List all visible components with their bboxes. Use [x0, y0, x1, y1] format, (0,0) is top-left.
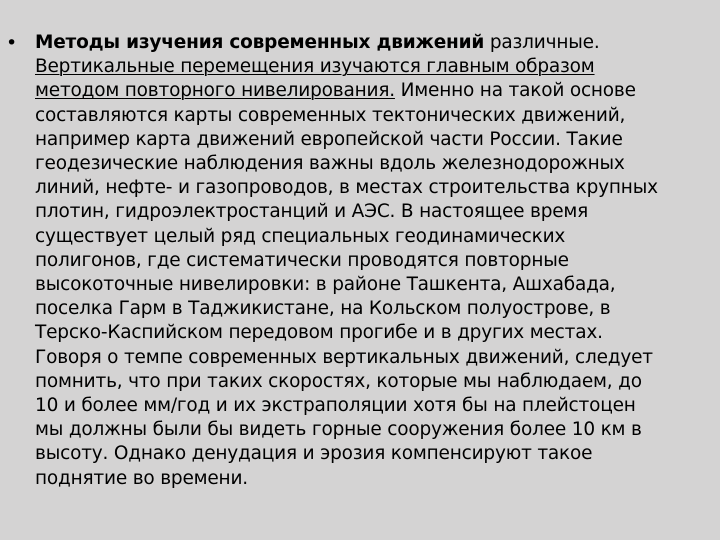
- text-line: помнить, что при таких скоростях, которые мы наблюдаем, до: [35, 370, 642, 392]
- text-line: [35, 79, 714, 103]
- heading-bold: Методы изучения современных движений: [35, 32, 485, 53]
- text-segment: Именно на такой основе: [394, 80, 636, 102]
- text-line: Терско-Каспийском передовом прогибе и в других местах.: [35, 322, 603, 344]
- underlined-text: методом повторного нивелирования.: [35, 80, 395, 102]
- text-line: существует целый ряд специальных геодинамических: [35, 225, 566, 247]
- text-line: поднятие во времени.: [35, 467, 248, 489]
- text-line: линий, нефте- и газопроводов, в местах строительства крупных: [35, 177, 658, 199]
- text-line: 10 и более мм/год и их экстраполяции хотя бы на плейстоцен: [35, 395, 636, 417]
- text-line: Говоря о темпе современных вертикальных движений, следует: [35, 346, 653, 368]
- text-line: полигонов, где систематически проводятся повторные: [35, 249, 569, 271]
- heading-rest: различные.: [484, 32, 600, 53]
- text-line: [35, 55, 714, 79]
- text-line: составляются карты современных тектонических движений,: [35, 104, 626, 126]
- text-line: высокоточные нивелировки: в районе Ташкента, Ашхабада,: [35, 274, 616, 296]
- underlined-text: Вертикальные перемещения изучаются главным образом: [35, 56, 595, 78]
- text-line: [35, 31, 714, 55]
- text-line: плотин, гидроэлектростанций и АЭС. В настоящее время: [35, 201, 589, 223]
- text-line: высоту. Однако денудация и эрозия компенсируют такое: [35, 443, 593, 465]
- bullet-text: [35, 31, 714, 491]
- text-line: мы должны были бы видеть горные сооружения более 10 км в: [35, 419, 642, 441]
- text-line: геодезические наблюдения важны вдоль железнодорожных: [35, 153, 625, 175]
- text-line: поселка Гарм в Таджикистане, на Кольском полуострове, в: [35, 298, 611, 320]
- text-line: например карта движений европейской части России. Такие: [35, 128, 623, 150]
- bullet-marker: •: [6, 32, 18, 54]
